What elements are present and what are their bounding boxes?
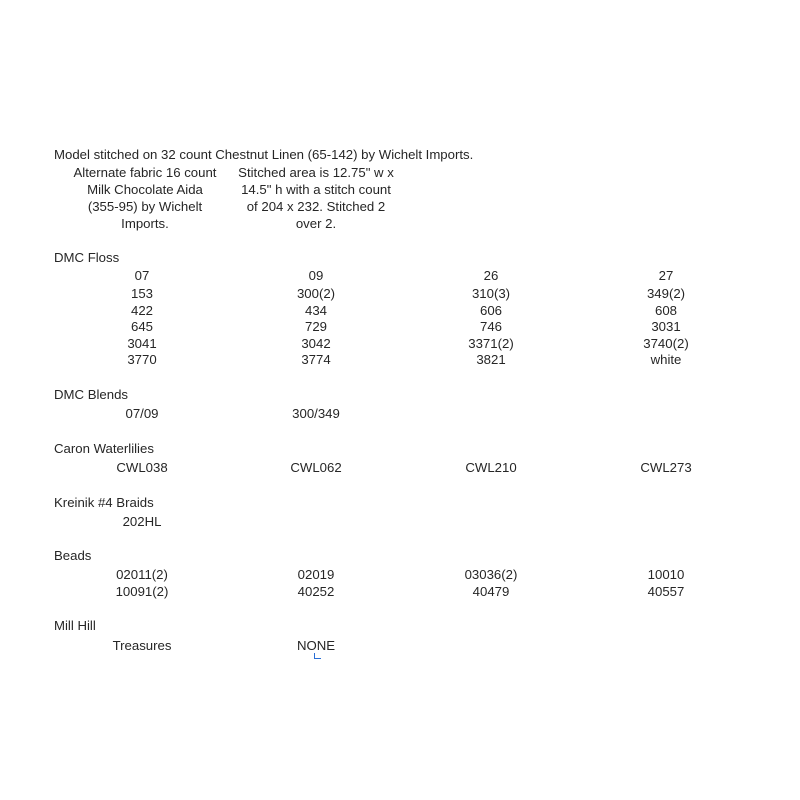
thread-code: 606 xyxy=(479,303,502,318)
stitched-area-note xyxy=(230,164,402,232)
thread-code: 3371(2) xyxy=(468,336,514,351)
alternate-fabric-line: Alternate fabric 16 count xyxy=(73,165,217,180)
thread-code: 310(3) xyxy=(471,286,511,301)
thread-code: 02019 xyxy=(297,567,335,582)
thread-code: 746 xyxy=(479,319,502,334)
section-heading-kreinik: Kreinik #4 Braids xyxy=(54,495,154,510)
alternate-fabric-note xyxy=(62,164,228,232)
thread-code: 422 xyxy=(130,303,153,318)
thread-code: CWL038 xyxy=(116,460,168,475)
thread-code: 3774 xyxy=(301,352,331,367)
thread-code: 02011(2) xyxy=(116,567,168,582)
thread-code: CWL273 xyxy=(640,460,692,475)
section-heading-dmc-floss: DMC Floss xyxy=(54,250,120,265)
thread-code: 300(2) xyxy=(296,286,336,301)
thread-code: 07/09 xyxy=(125,406,159,421)
stitched-area-line: of 204 x 232. Stitched 2 xyxy=(246,199,386,214)
alternate-fabric-line: Imports. xyxy=(121,216,169,231)
thread-code: 3821 xyxy=(476,352,506,367)
thread-code: 40479 xyxy=(472,584,510,599)
thread-code: 434 xyxy=(304,303,327,318)
thread-code: Treasures xyxy=(112,638,172,653)
thread-code: 3042 xyxy=(301,336,331,351)
section-heading-mill-hill: Mill Hill xyxy=(54,618,96,633)
thread-code: 3031 xyxy=(651,319,681,334)
thread-code: 153 xyxy=(130,286,153,301)
thread-code: 202HL xyxy=(122,514,162,529)
thread-code: 09 xyxy=(308,268,324,283)
thread-code: 40252 xyxy=(297,584,335,599)
thread-code: 10010 xyxy=(647,567,685,582)
thread-code: 03036(2) xyxy=(464,567,518,582)
thread-code: 07 xyxy=(134,268,150,283)
thread-code: 3770 xyxy=(127,352,157,367)
alternate-fabric-line: Milk Chocolate Aida xyxy=(87,182,203,197)
text-cursor-marker xyxy=(314,653,321,659)
thread-code: 349(2) xyxy=(646,286,686,301)
stitched-area-line: over 2. xyxy=(295,216,337,231)
thread-code: CWL062 xyxy=(290,460,342,475)
stitched-area-line: Stitched area is 12.75" w x xyxy=(238,165,394,180)
thread-code: white xyxy=(650,352,682,367)
thread-code: CWL210 xyxy=(465,460,517,475)
thread-code: 3041 xyxy=(127,336,157,351)
model-fabric-line: Model stitched on 32 count Chestnut Linen (65-142) by Wichelt Imports. xyxy=(54,147,474,162)
thread-code: 3740(2) xyxy=(643,336,689,351)
thread-code: 40557 xyxy=(647,584,685,599)
thread-code: 608 xyxy=(654,303,677,318)
section-heading-dmc-blends: DMC Blends xyxy=(54,387,129,402)
thread-code: 729 xyxy=(304,319,327,334)
thread-code: 300/349 xyxy=(292,406,340,421)
stitched-area-line: 14.5" h with a stitch count xyxy=(241,182,391,197)
thread-code: 27 xyxy=(658,268,674,283)
thread-code: 10091(2) xyxy=(115,584,169,599)
thread-code: 26 xyxy=(483,268,499,283)
section-heading-caron-waterlilies: Caron Waterlilies xyxy=(54,441,154,456)
section-heading-beads: Beads xyxy=(54,548,92,563)
thread-code: NONE xyxy=(296,638,336,653)
thread-code: 645 xyxy=(130,319,153,334)
alternate-fabric-line: (355-95) by Wichelt xyxy=(87,199,203,214)
